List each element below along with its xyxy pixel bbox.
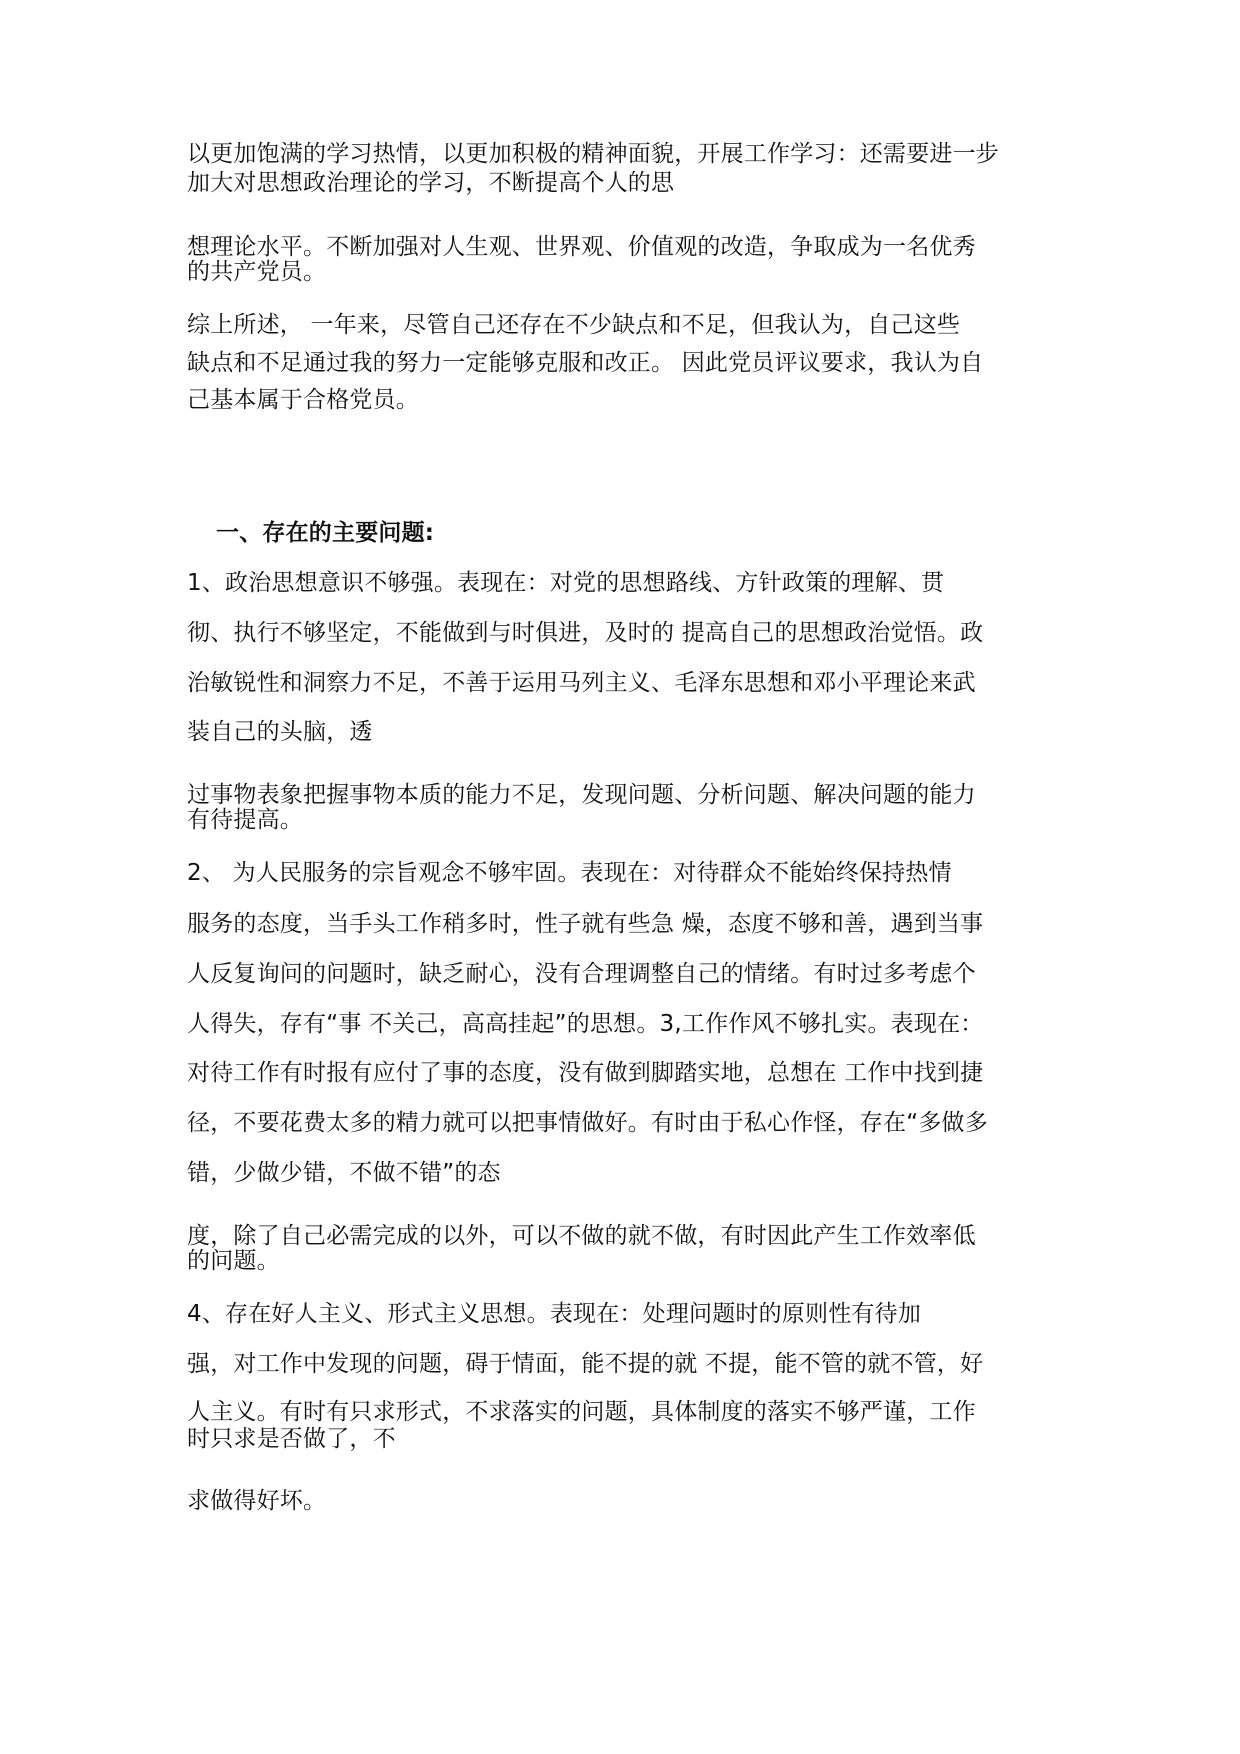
paragraph-line: 对待工作有时报有应付了事的态度，没有做到脚踏实地，总想在 工作中找到捷 xyxy=(187,1060,984,1086)
paragraph-line: 人主义。有时有只求形式，不求落实的问题，具体制度的落实不够严谨，工作 xyxy=(187,1399,976,1425)
paragraph-line: 装自己的头脑，透 xyxy=(187,719,373,745)
paragraph-line: 己基本属于合格党员。 xyxy=(187,387,419,413)
paragraph-line: 想理论水平。不断加强对人生观、世界观、价值观的改造，争取成为一名优秀 xyxy=(187,234,976,260)
paragraph-line: 彻、执行不够坚定，不能做到与时俱进，及时的 提高自己的思想政治觉悟。政 xyxy=(187,620,984,646)
paragraph-line: 综上所述， 一年来，尽管自己还存在不少缺点和不足，但我认为，自己这些 xyxy=(187,312,961,338)
paragraph-line: 缺点和不足通过我的努力一定能够克服和改正。 因此党员评议要求，我认为自 xyxy=(187,350,984,376)
paragraph-line: 1、政治思想意识不够强。表现在：对党的思想路线、方针政策的理解、贯 xyxy=(187,570,945,596)
paragraph-line: 有待提高。 xyxy=(187,807,303,833)
section-heading: 一、存在的主要问题: xyxy=(216,520,435,546)
paragraph-line: 度，除了自己必需完成的以外，可以不做的就不做，有时因此产生工作效率低 xyxy=(187,1223,976,1249)
paragraph-line: 径，不要花费太多的精力就可以把事情做好。有时由于私心作怪，存在“多做多 xyxy=(187,1110,988,1136)
paragraph-line: 4、存在好人主义、形式主义思想。表现在：处理问题时的原则性有待加 xyxy=(187,1301,922,1327)
paragraph-line: 加大对思想政治理论的学习，不断提高个人的思 xyxy=(187,170,675,196)
paragraph-line: 求做得好坏。 xyxy=(187,1488,327,1514)
paragraph-line: 错，少做少错，不做不错”的态 xyxy=(187,1160,501,1186)
paragraph-line: 治敏锐性和洞察力不足，不善于运用马列主义、毛泽东思想和邓小平理论来武 xyxy=(187,670,976,696)
paragraph-line: 以更加饱满的学习热情，以更加积极的精神面貌，开展工作学习：还需要进一步 xyxy=(187,141,999,167)
paragraph-line: 人得失，存有“事 不关己，高高挂起”的思想。3,工作作风不够扎实。表现在： xyxy=(187,1011,984,1037)
paragraph-line: 2、 为人民服务的宗旨观念不够牢固。表现在：对待群众不能始终保持热情 xyxy=(187,860,952,886)
paragraph-line: 的共产党员。 xyxy=(187,259,327,285)
paragraph-line: 过事物表象把握事物本质的能力不足，发现问题、分析问题、解决问题的能力 xyxy=(187,782,976,808)
paragraph-line: 的问题。 xyxy=(187,1248,280,1274)
paragraph-line: 时只求是否做了，不 xyxy=(187,1426,396,1452)
paragraph-line: 服务的态度，当手头工作稍多时，性子就有些急 燥，态度不够和善，遇到当事 xyxy=(187,911,984,937)
paragraph-line: 强，对工作中发现的问题，碍于情面，能不提的就 不提，能不管的就不管，好 xyxy=(187,1351,984,1377)
paragraph-line: 人反复询问的问题时，缺乏耐心，没有合理调整自己的情绪。有时过多考虑个 xyxy=(187,961,976,987)
